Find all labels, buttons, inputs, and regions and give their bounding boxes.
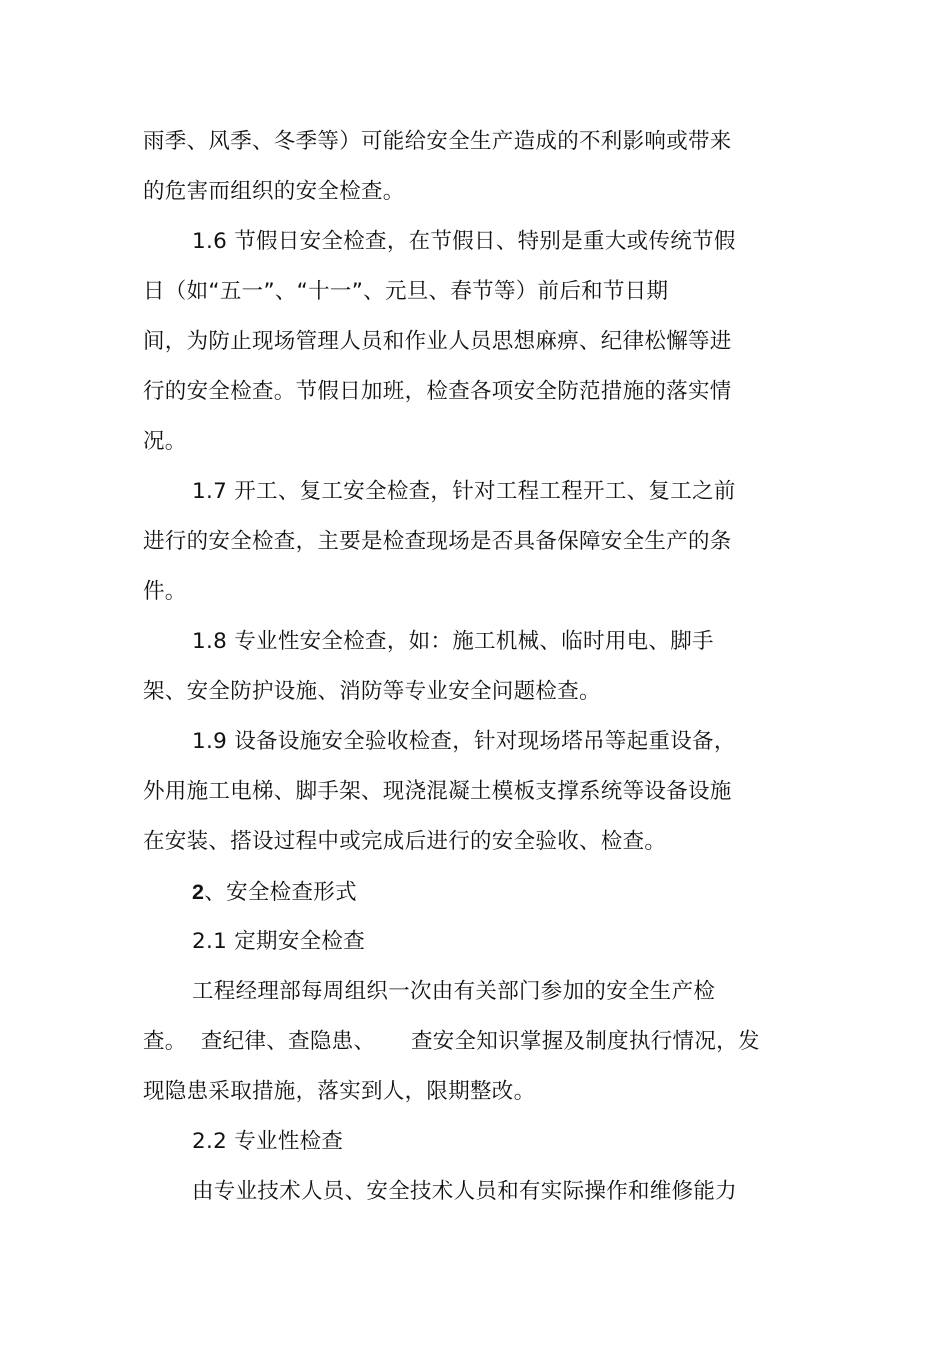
paragraph-line: 间，为防止现场管理人员和作业人员思想麻痹、纪律松懈等进	[143, 329, 732, 354]
section-1-6-line: 1.6 节假日安全检查，在节假日、特别是重大或传统节假	[192, 229, 736, 254]
paragraph-line: 外用施工电梯、脚手架、现浇混凝土模板支撑系统等设备设施	[143, 779, 732, 804]
section-2-heading	[192, 877, 357, 908]
paragraph-line: 进行的安全检查，主要是检查现场是否具备保障安全生产的条	[143, 529, 732, 554]
paragraph-line: 日（如“五一”、“十一”、元旦、春节等）前后和节日期	[143, 279, 669, 304]
section-1-8-line: 1.8 专业性安全检查，如：施工机械、临时用电、脚手	[192, 629, 714, 654]
section-2-title: 、安全检查形式	[204, 880, 357, 905]
paragraph-line: 工程经理部每周组织一次由有关部门参加的安全生产检	[192, 979, 716, 1004]
paragraph-line: 件。	[143, 579, 187, 604]
paragraph-line: 由专业技术人员、安全技术人员和有实际操作和维修能力	[192, 1179, 738, 1204]
paragraph-line: 在安装、搭设过程中或完成后进行的安全验收、检查。	[143, 829, 667, 854]
section-2-1-heading: 2.1 定期安全检查	[192, 929, 366, 954]
paragraph-line: 现隐患采取措施，落实到人，限期整改。	[143, 1079, 536, 1104]
paragraph-line: 查。 查纪律、查隐患、 查安全知识掌握及制度执行情况，发	[143, 1029, 760, 1054]
paragraph-line: 雨季、风季、冬季等）可能给安全生产造成的不利影响或带来	[143, 129, 732, 154]
section-1-9-line: 1.9 设备设施安全验收检查，针对现场塔吊等起重设备，	[192, 729, 736, 754]
section-1-7-line: 1.7 开工、复工安全检查，针对工程工程开工、复工之前	[192, 479, 736, 504]
paragraph-line: 行的安全检查。节假日加班，检查各项安全防范措施的落实情	[143, 379, 732, 404]
section-2-2-heading: 2.2 专业性检查	[192, 1129, 344, 1154]
paragraph-line: 况。	[143, 429, 187, 454]
paragraph-line: 架、安全防护设施、消防等专业安全问题检查。	[143, 679, 601, 704]
paragraph-line: 的危害而组织的安全检查。	[143, 179, 405, 204]
section-2-number: 2	[192, 880, 205, 904]
